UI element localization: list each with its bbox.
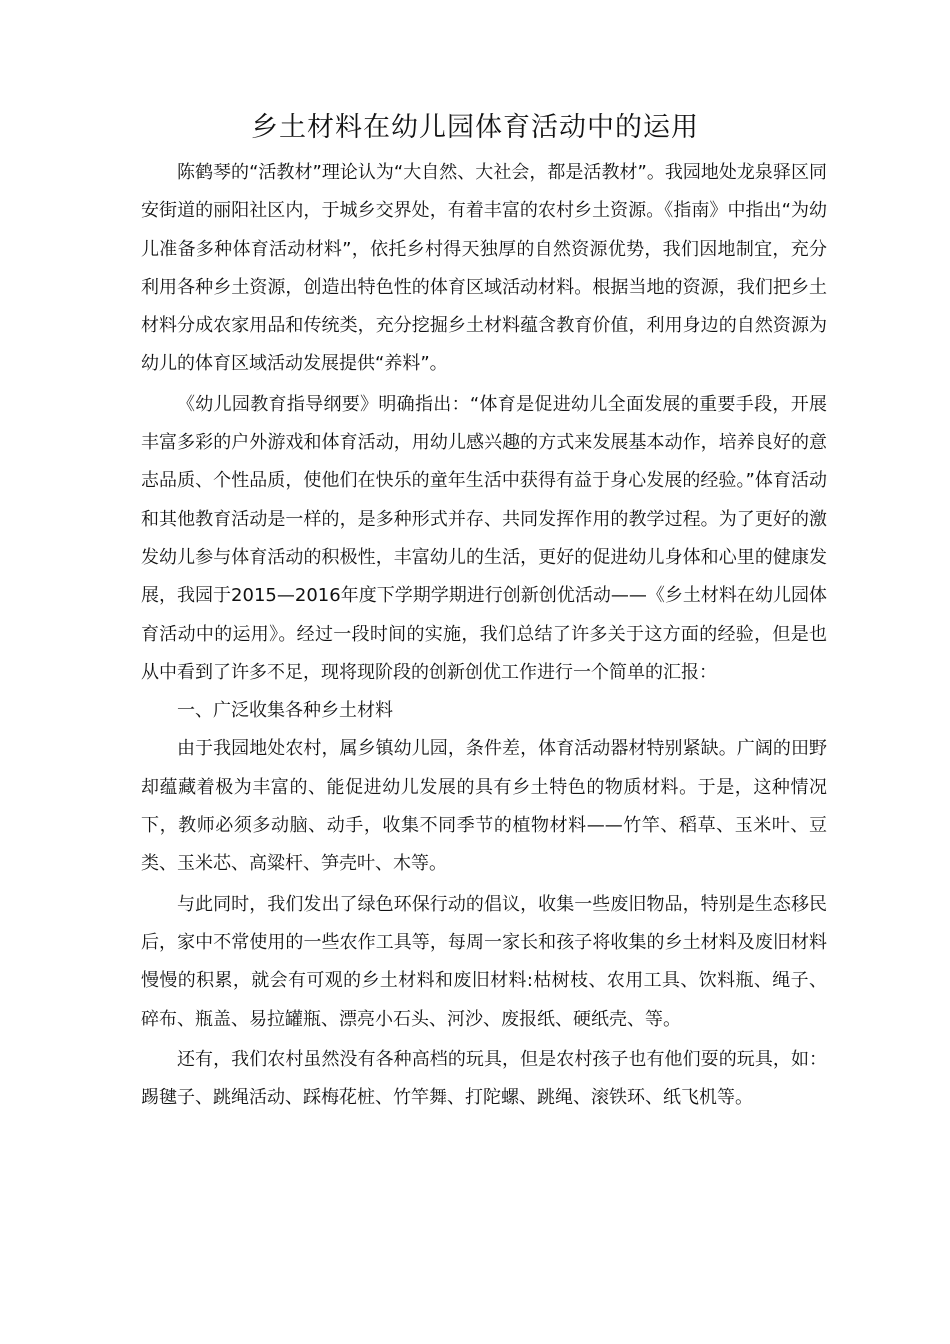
paragraph-intro: 陈鹤琴的“活教材”理论认为“大自然、大社会，都是活教材”。我园地处龙泉驿区同安街道的丽阳社区内，于城乡交界处，有着丰富的农村乡土资源。《指南》中指出“为幼儿准备多种体育活动材料”，依托乡村得天独厚的自然资源优势，我们因地制宜，充分利用各种乡土资源，创造出特色性的体育区域活动材料。根据当地的资源，我们把乡土材料分成农家用品和传统类，充分挖掘乡土材料蕴含教育价值，利用身边的自然资源为幼儿的体育区域活动发展提供“养料”。 (141, 162, 827, 375)
section-heading-1: 一、广泛收集各种乡土材料 (177, 700, 393, 722)
paragraph-recycling: 与此同时，我们发出了绿色环保行动的倡议，收集一些废旧物品，特别是生态移民后，家中不常使用的一些农作工具等，每周一家长和孩子将收集的乡土材料及废旧材料慢慢的积累，就会有可观的乡土材料和废旧材料:枯树枝、农用工具、饮料瓶、绳子、碎布、瓶盖、易拉罐瓶、漂亮小石头、河沙、废报纸、硬纸壳、等。 (141, 893, 827, 1030)
document-title: 乡土材料在幼儿园体育活动中的运用 (251, 112, 699, 143)
paragraph-collection: 由于我园地处农村，属乡镇幼儿园，条件差，体育活动器材特别紧缺。广阔的田野却蕴藏着极为丰富的、能促进幼儿发展的具有乡土特色的物质材料。于是，这种情况下，教师必须多动脑、动手，收集不同季节的植物材料——竹竿、稻草、玉米叶、豆类、玉米芯、高粱杆、笋壳叶、木等。 (141, 738, 827, 875)
paragraph-guideline: 《幼儿园教育指导纲要》明确指出：“体育是促进幼儿全面发展的重要手段，开展丰富多彩的户外游戏和体育活动，用幼儿感兴趣的方式来发展基本动作，培养良好的意志品质、个性品质，使他们在快乐的童年生活中获得有益于身心发展的经验。”体育活动和其他教育活动是一样的，是多种形式并存、共同发挥作用的教学过程。为了更好的激发幼儿参与体育活动的积极性，丰富幼儿的生活，更好的促进幼儿身体和心里的健康发展，我园于2015—2016年度下学期学期进行创新创优活动——《乡土材料在幼儿园体育活动中的运用》。经过一段时间的实施，我们总结了许多关于这方面的经验，但是也从中看到了许多不足，现将现阶段的创新创优工作进行一个简单的汇报： (141, 393, 827, 683)
paragraph-toys: 还有，我们农村虽然没有各种高档的玩具，但是农村孩子也有他们耍的玩具，如：踢毽子、跳绳活动、踩梅花桩、竹竿舞、打陀螺、跳绳、滚铁环、纸飞机等。 (141, 1048, 827, 1109)
document-body (141, 154, 827, 1117)
